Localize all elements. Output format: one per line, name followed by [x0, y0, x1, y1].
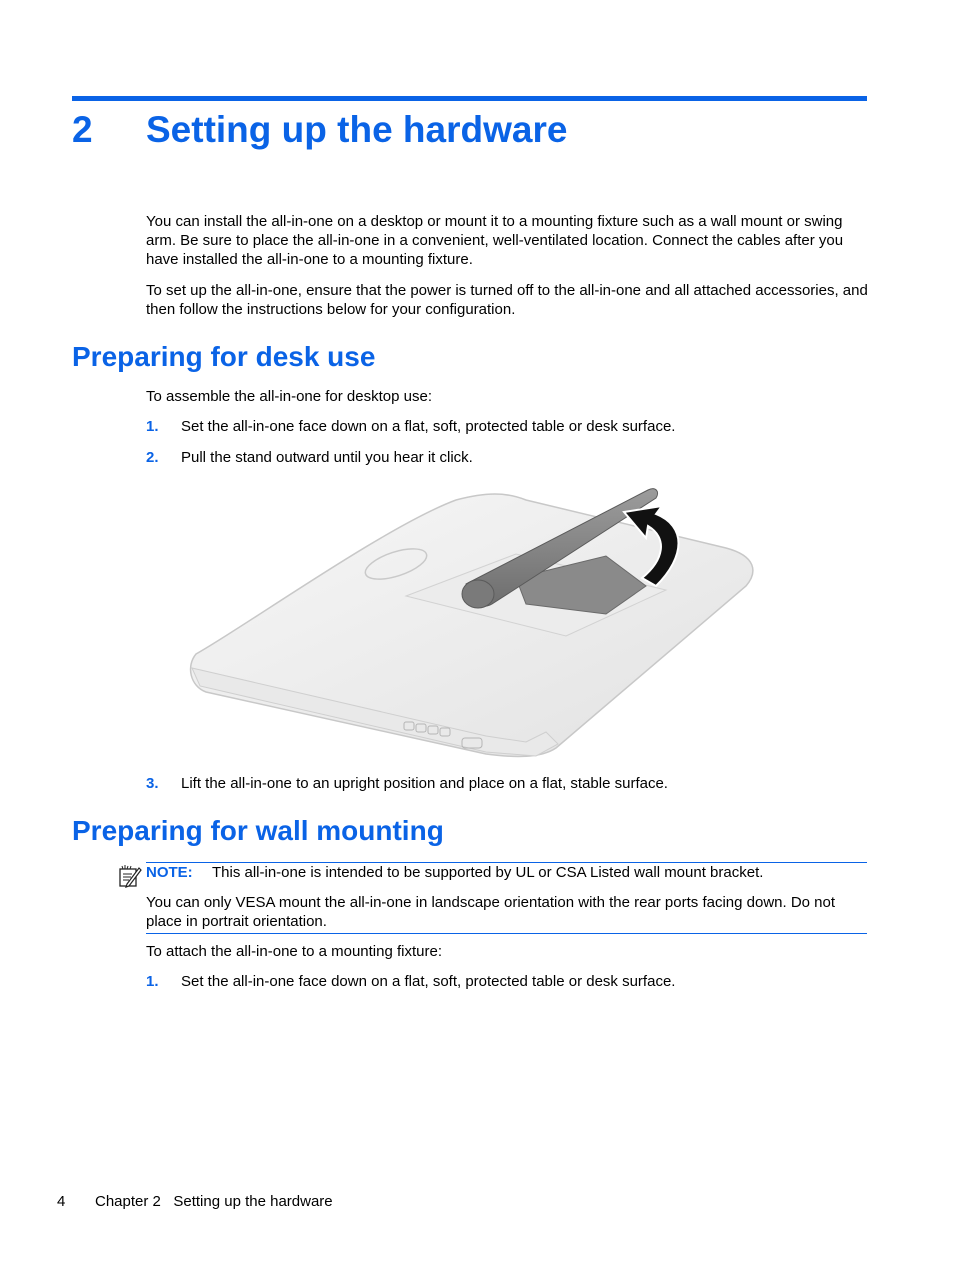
step-number: 1.: [146, 418, 159, 435]
step-text: Pull the stand outward until you hear it click.: [181, 449, 473, 466]
step-number: 3.: [146, 775, 159, 792]
section-heading-wall: Preparing for wall mounting: [72, 815, 444, 846]
chapter-rule: [72, 96, 867, 101]
desk-lead-text: To assemble the all-in-one for desktop use:: [146, 388, 432, 405]
intro-paragraph-1: You can install the all-in-one on a desktop or mount it to a mounting fixture such as a wall mount or swing arm. Be sure to place the all-in-one in a convenient, well-ventilated location. Connect the cables after you have installed the all-in-one to a mounting fixture.: [146, 213, 844, 268]
chapter-number: 2: [72, 109, 93, 150]
intro-paragraph-2: To set up the all-in-one, ensure that the power is turned off to the all-in-one and all attached accessories, and then follow the instructions below for your configuration.: [146, 282, 868, 318]
step-text: Set the all-in-one face down on a flat, soft, protected table or desk surface.: [181, 418, 676, 435]
stand-illustration: [186, 486, 756, 758]
note-text: This all-in-one is intended to be supported by UL or CSA Listed wall mount bracket.: [212, 864, 764, 881]
chapter-title: Setting up the hardware: [146, 109, 568, 150]
section-heading-desk: Preparing for desk use: [72, 341, 376, 372]
note-paragraph: You can only VESA mount the all-in-one in landscape orientation with the rear ports facing down. Do not place in portrait orientation.: [146, 894, 836, 930]
wall-lead-text: To attach the all-in-one to a mounting fixture:: [146, 943, 443, 960]
note-icon: [118, 864, 142, 888]
stand-foot: [462, 580, 494, 608]
footer-page-number: 4: [57, 1193, 66, 1210]
step-number: 2.: [146, 449, 159, 466]
step-text: Set the all-in-one face down on a flat, soft, protected table or desk surface.: [181, 973, 676, 990]
step-number: 1.: [146, 973, 159, 990]
note-label: NOTE:: [146, 864, 193, 881]
note-block: [146, 862, 867, 934]
footer-chapter-title: Chapter 2 Setting up the hardware: [95, 1193, 333, 1210]
step-text: Lift the all-in-one to an upright position and place on a flat, stable surface.: [181, 775, 668, 792]
